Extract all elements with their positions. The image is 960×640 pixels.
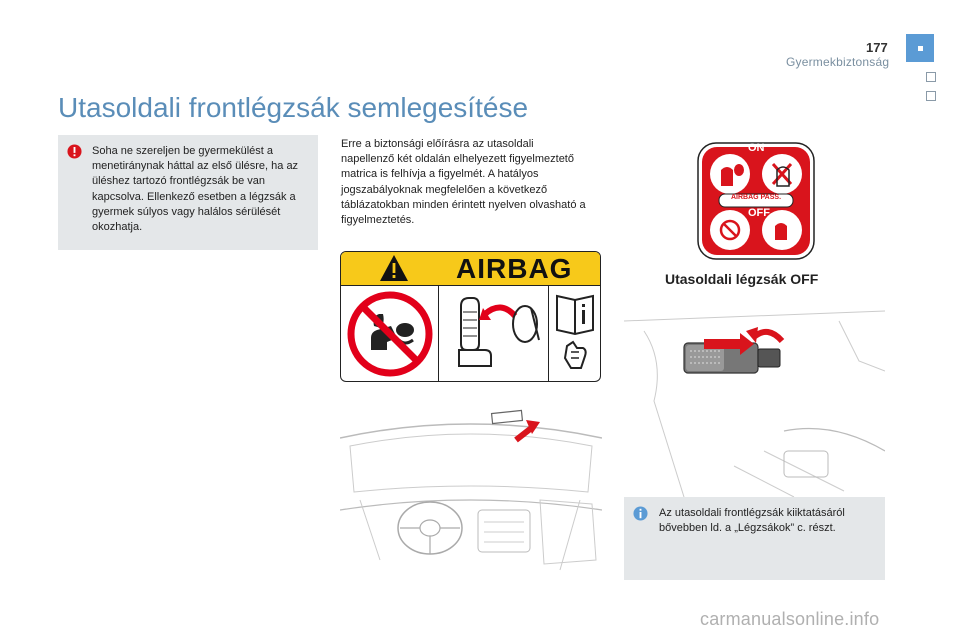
warning-triangle-icon (379, 254, 409, 282)
info-text: Az utasoldali frontlégzsák kiiktatásáról bővebben ld. a „Légzsákok” c. részt. (659, 507, 845, 535)
warning-text: Soha ne szereljen be gyermekülést a menetiránynak háttal az első ülésre, ha az üléshez tartozó frontlégzsák be van kapcsolva. Ellenkező esetben a légzsák a gyermek súlyos vagy halálos sérülését okozhatja. (92, 145, 299, 234)
airbag-on-off-sticker (697, 142, 815, 260)
sticker-off-label: OFF (748, 207, 770, 219)
section-tab-active[interactable] (906, 34, 934, 62)
body-text: Erre a biztonsági előírásra az utasoldali napellenző két oldalán elhelyezett figyelmeztető matrica is felhívja a figyelmét. A hatályos jogszabályoknak megfelelően a következő táblázatokban minden érintett nyelven olvasható a figyelmeztetés. (341, 138, 586, 227)
airbag-word: AIRBAG (456, 253, 573, 284)
tab-dot (918, 46, 923, 51)
section-tab[interactable] (926, 72, 936, 82)
page-number: 177 (866, 40, 888, 55)
seat-airbag-deploy-icon (439, 286, 549, 381)
dashboard-sun-visor-illustration (340, 400, 602, 572)
sticker-on-label: ON (748, 142, 765, 154)
info-icon (633, 506, 648, 521)
label-cell-manual (549, 286, 601, 381)
section-tab[interactable] (926, 91, 936, 101)
watermark: carmanualsonline.info (700, 609, 880, 629)
label-cell-seat-airbag (439, 286, 549, 381)
airbag-warning-label (340, 251, 601, 382)
page-title: Utasoldali frontlégzsák semlegesítése (58, 92, 529, 123)
label-cell-forbidden (341, 286, 439, 381)
section-title: Gyermekbiztonság (786, 55, 890, 69)
sticker-pass-label: AIRBAG PASS. (730, 194, 782, 201)
airbag-label-header (341, 252, 600, 286)
info-box (624, 497, 885, 580)
warning-exclamation-icon (67, 144, 82, 159)
warning-box (58, 135, 318, 250)
read-manual-icon (549, 286, 601, 381)
sticker-caption: Utasoldali légzsák OFF (665, 271, 819, 287)
no-rear-facing-seat-icon (341, 286, 439, 381)
glovebox-switch-illustration (624, 301, 885, 497)
